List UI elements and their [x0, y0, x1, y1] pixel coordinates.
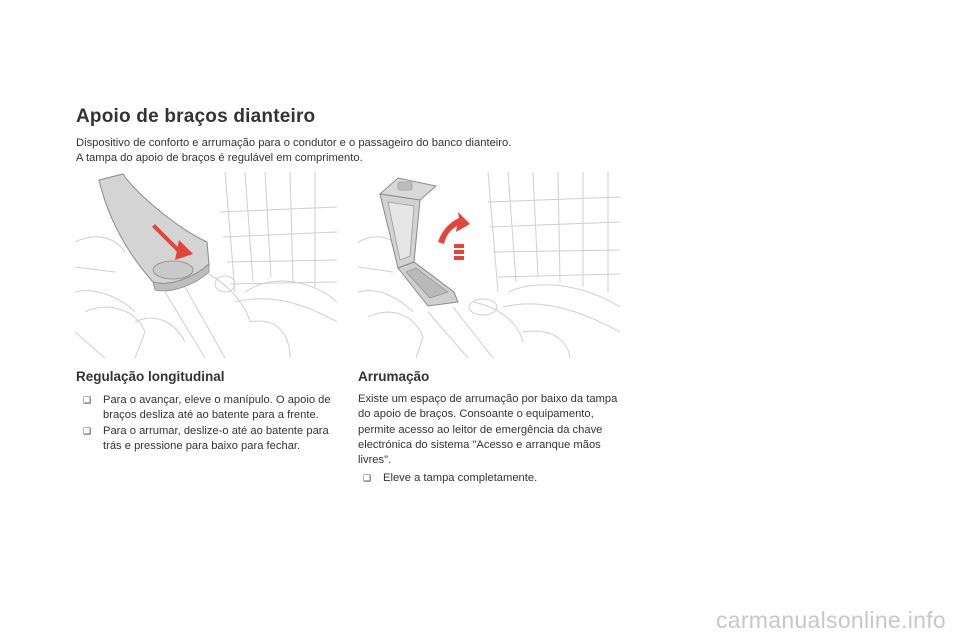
armrest-storage-illustration — [358, 172, 620, 358]
bullet-marker-icon: ❑ — [363, 473, 372, 483]
bullet-marker-icon: ❑ — [83, 425, 92, 436]
section-heading-storage: Arrumação — [358, 369, 430, 384]
section-heading-longitudinal: Regulação longitudinal — [76, 369, 225, 384]
list-item-text: Para o avançar, eleve o manípulo. O apoio de braços desliza até ao batente para a frente. — [103, 394, 331, 422]
armrest-slide-illustration — [75, 172, 337, 358]
list-item — [361, 471, 621, 486]
page-title: Apoio de braços dianteiro — [76, 106, 316, 127]
list-item — [81, 393, 339, 424]
intro-text — [76, 136, 636, 166]
longitudinal-bullet-list — [81, 393, 339, 454]
list-item-text: Eleve a tampa completamente. — [383, 472, 538, 484]
intro-line-2: A tampa do apoio de braços é regulável em comprimento. — [76, 152, 363, 164]
bullet-marker-icon: ❑ — [83, 395, 92, 405]
storage-description: Existe um espaço de arrumação por baixo da tampa do apoio de braços. Consoante o equipamento, permite acesso ao leitor de emergência da chave electrónica do sistema "Acesso e arranque mãos livres". — [358, 393, 618, 467]
storage-bullet-list — [361, 471, 621, 486]
list-item-text: Para o arrumar, deslize-o até ao batente para trás e pressione para baixo para fechar. — [103, 424, 329, 452]
list-item — [81, 424, 339, 455]
watermark: carmanualsonline.info — [715, 607, 946, 633]
intro-line-1: Dispositivo de conforto e arrumação para o condutor e o passageiro do banco dianteiro. — [76, 137, 512, 149]
